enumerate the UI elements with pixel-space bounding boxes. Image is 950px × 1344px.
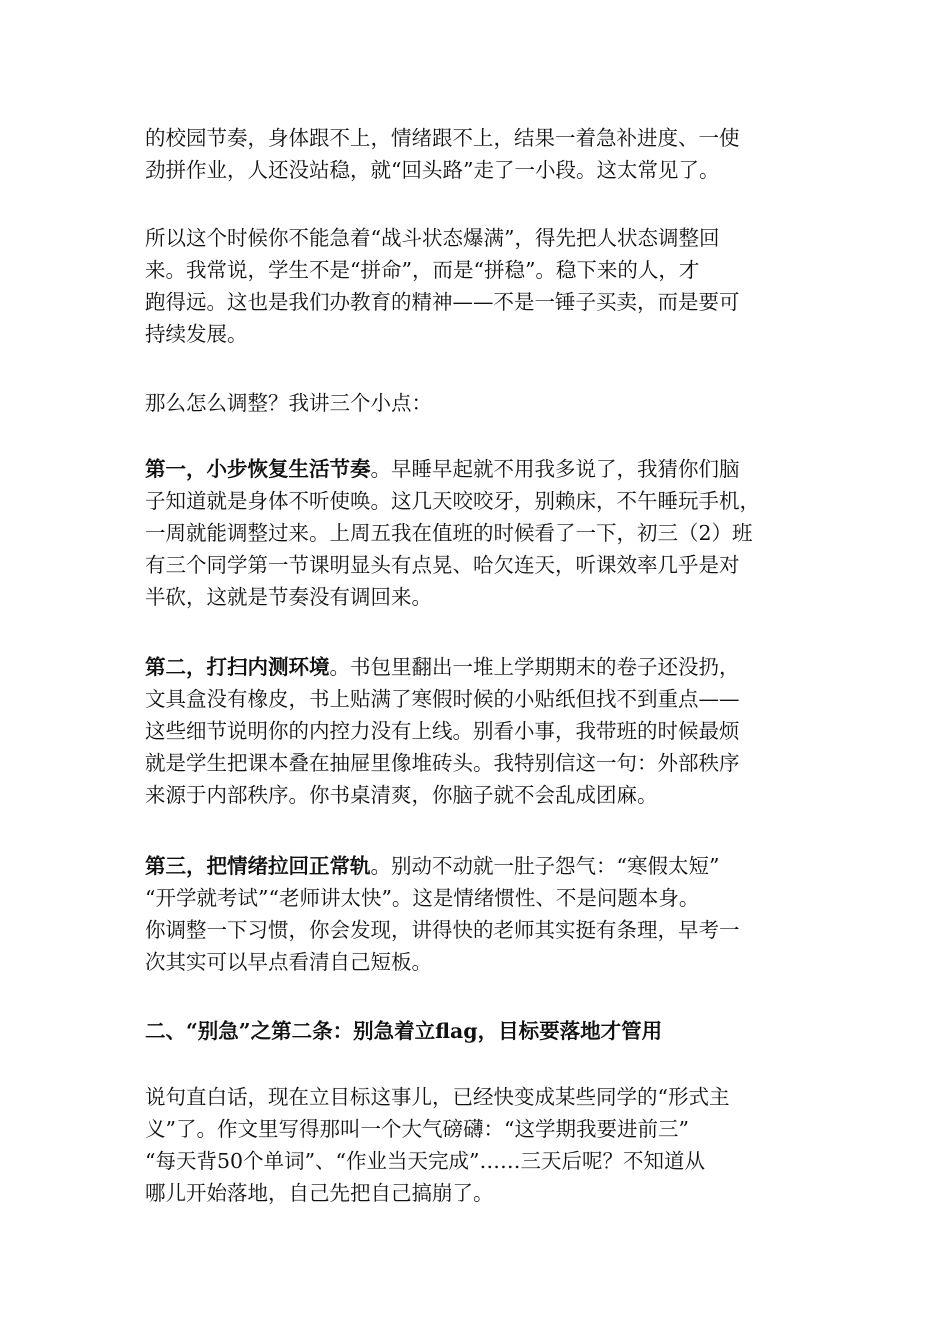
text-line bbox=[145, 850, 810, 882]
text-line: 持续发展。 bbox=[145, 322, 248, 346]
text-line: 来。我常说，学生不是“拼命”，而是“拼稳”。稳下来的人，才 bbox=[145, 258, 700, 282]
paragraph bbox=[145, 387, 810, 419]
point-text: 。别动不动就一肚子怨气：“寒假太短” bbox=[370, 854, 720, 878]
text-line: 义”了。作文里写得那叫一个大气磅礴：“这学期我要进前三” bbox=[145, 1117, 689, 1141]
paragraph-point-one bbox=[145, 453, 810, 613]
text-line: 跑得远。这也是我们办教育的精神——不是一锤子买卖，而是要可 bbox=[145, 290, 740, 314]
paragraph-point-three bbox=[145, 850, 810, 978]
section-heading bbox=[145, 1015, 810, 1047]
paragraph-point-two bbox=[145, 651, 810, 811]
text-line: 文具盒没有橡皮，书上贴满了寒假时候的小贴纸但找不到重点—— bbox=[145, 687, 740, 711]
point-heading: 第二，打扫内测环境 bbox=[145, 655, 330, 679]
text-line: “每天背50个单词”、“作业当天完成”……三天后呢？不知道从 bbox=[145, 1149, 706, 1173]
text-line: 那么怎么调整？我讲三个小点： bbox=[145, 391, 432, 415]
text-line bbox=[145, 651, 810, 683]
text-line: 说句直白话，现在立目标这事儿，已经快变成某些同学的“形式主 bbox=[145, 1085, 730, 1109]
text-line: 哪儿开始落地，自己先把自己搞崩了。 bbox=[145, 1181, 494, 1205]
text-line: 就是学生把课本叠在抽屉里像堆砖头。我特别信这一句：外部秩序 bbox=[145, 751, 740, 775]
text-line: “开学就考试”“老师讲太快”。这是情绪惯性、不是问题本身。 bbox=[145, 886, 700, 910]
text-line: 一周就能调整过来。上周五我在值班的时候看了一下，初三（2）班 bbox=[145, 521, 753, 545]
text-line: 这些细节说明你的内控力没有上线。别看小事，我带班的时候最烦 bbox=[145, 719, 740, 743]
text-line: 来源于内部秩序。你书桌清爽，你脑子就不会乱成团麻。 bbox=[145, 783, 658, 807]
point-heading: 第三，把情绪拉回正常轨 bbox=[145, 854, 371, 878]
text-line: 半砍，这就是节奏没有调回来。 bbox=[145, 585, 432, 609]
point-heading: 第一，小步恢复生活节奏 bbox=[145, 457, 371, 481]
point-text: 。早睡早起就不用我多说了，我猜你们脑 bbox=[370, 457, 740, 481]
text-line: 的校园节奏，身体跟不上，情绪跟不上，结果一着急补进度、一使 bbox=[145, 126, 740, 150]
text-line: 次其实可以早点看清自己短板。 bbox=[145, 950, 432, 974]
point-text: 。书包里翻出一堆上学期期末的卷子还没扔， bbox=[329, 655, 740, 679]
paragraph bbox=[145, 122, 810, 186]
text-line: 你调整一下习惯，你会发现，讲得快的老师其实挺有条理，早考一 bbox=[145, 918, 740, 942]
text-line: 有三个同学第一节课明显头有点晃、哈欠连天，听课效率几乎是对 bbox=[145, 553, 740, 577]
text-line: 劲拼作业，人还没站稳，就“回头路”走了一小段。这太常见了。 bbox=[145, 158, 720, 182]
paragraph bbox=[145, 1081, 810, 1209]
heading-text: 二、“别急”之第二条：别急着立flag，目标要落地才管用 bbox=[145, 1019, 663, 1043]
text-line: 所以这个时候你不能急着“战斗状态爆满”，得先把人状态调整回 bbox=[145, 226, 720, 250]
text-line bbox=[145, 453, 810, 485]
text-line: 子知道就是身体不听使唤。这几天咬咬牙，别赖床，不午睡玩手机， bbox=[145, 489, 760, 513]
paragraph bbox=[145, 222, 810, 350]
